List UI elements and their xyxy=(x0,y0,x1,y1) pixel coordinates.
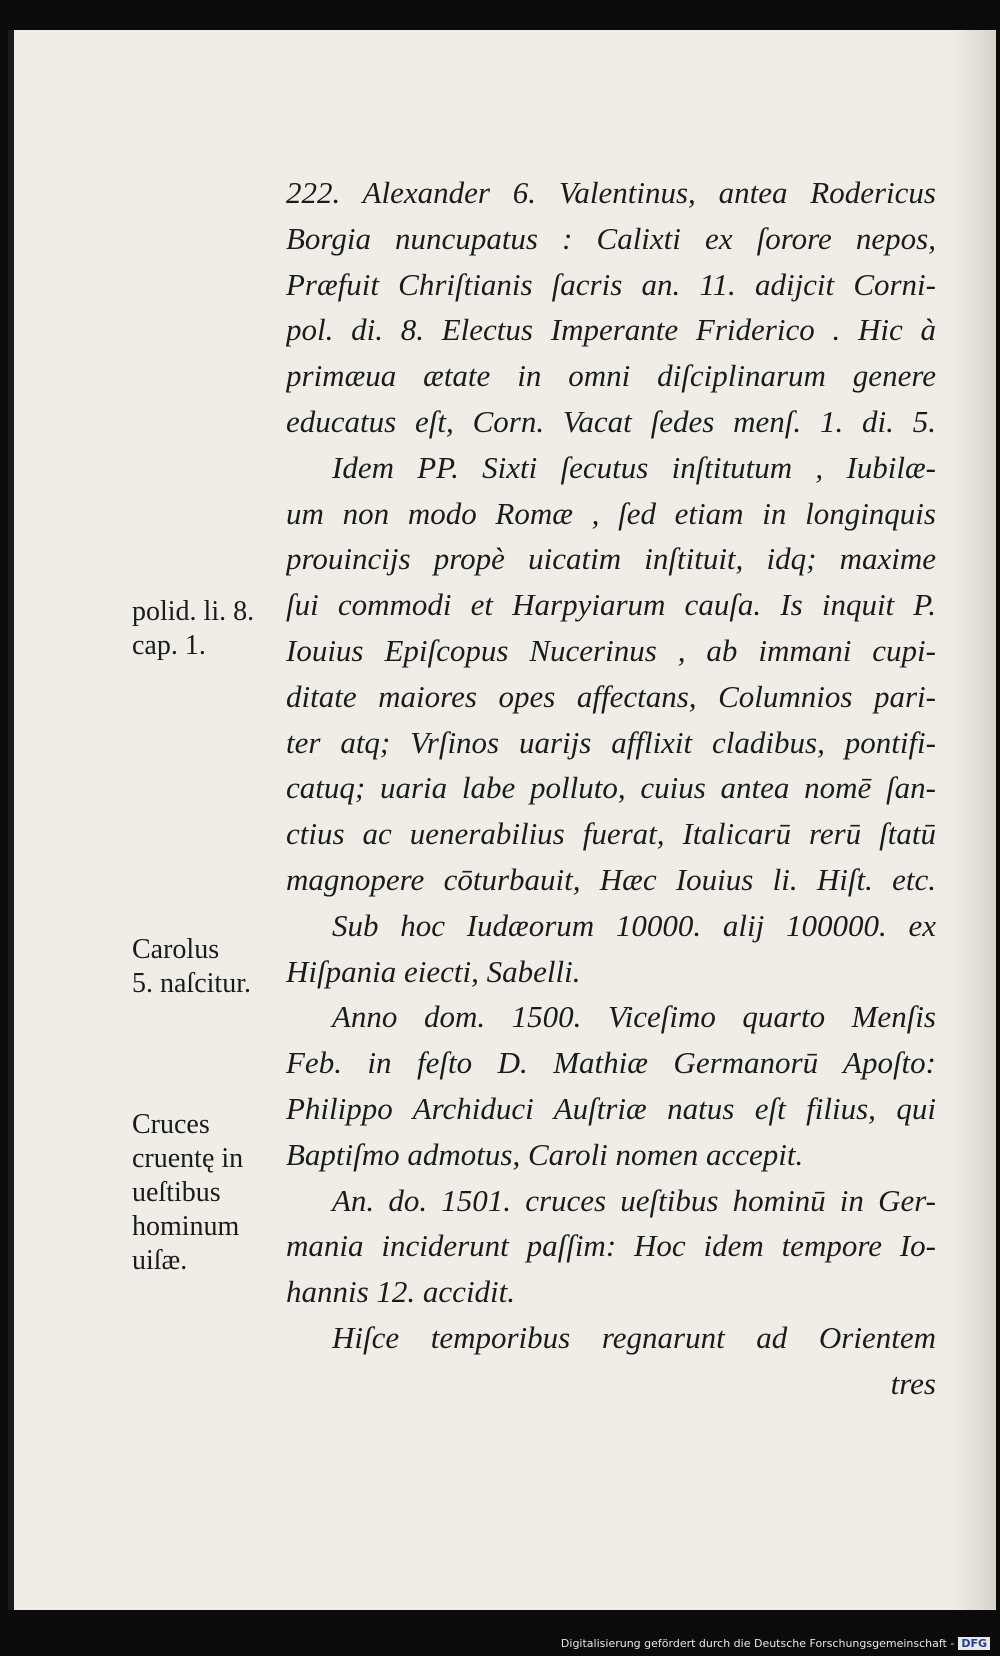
text-line: catuq; uaria labe polluto, cuius antea nomē ſan- xyxy=(286,770,936,806)
text-line: mania inciderunt paſſim: Hoc idem tempore Io- xyxy=(286,1228,936,1264)
margin-note-line: cap. 1. xyxy=(132,630,206,661)
text-line: magnopere cōturbauit, Hæc Iouius li. Hiſt. etc. xyxy=(286,861,936,897)
margin-note-polid xyxy=(132,595,254,663)
text-line: prouincijs propè uicatim inſtituit, idq; maxime xyxy=(286,541,936,577)
page-edge-shadow xyxy=(951,30,996,1610)
dfg-logo: DFG xyxy=(958,1637,990,1650)
margin-note-line: 5. naſcitur. xyxy=(132,968,251,999)
margin-note-line: ueſtibus xyxy=(132,1177,221,1208)
text-line: Idem PP. Sixti ſecutus inſtitutum , Iubilæ- xyxy=(332,449,936,485)
text-line: Feb. in feſto D. Mathiæ Germanorū Apoſto: xyxy=(286,1045,936,1081)
margin-note-line: hominum xyxy=(132,1211,240,1242)
text-line: Præfuit Chriſtianis ſacris an. 11. adijcit Corni- xyxy=(286,266,936,302)
text-line: um non modo Romæ , ſed etiam in longinquis xyxy=(286,495,936,531)
text-line: ſui commodi et Harpyiarum cauſa. Is inquit P. xyxy=(286,587,936,623)
text-line: An. do. 1501. cruces ueſtibus hominū in Ger- xyxy=(332,1182,936,1218)
margin-note-line: cruentę in xyxy=(132,1143,244,1174)
text-line: pol. di. 8. Electus Imperante Friderico . Hic à xyxy=(286,312,936,348)
text-line: Hiſce temporibus regnarunt ad Orientem xyxy=(332,1319,936,1355)
text-line: ter atq; Vrſinos uarijs afflixit cladibus, pontifi- xyxy=(286,724,936,760)
text-line: Baptiſmo admotus, Caroli nomen accepit. xyxy=(286,1136,804,1172)
text-line: educatus eſt, Corn. Vacat ſedes menſ. 1. di. 5. xyxy=(286,403,936,439)
margin-note-line: Cruces xyxy=(132,1109,210,1140)
margin-note-line: uiſæ. xyxy=(132,1245,188,1276)
footer-text: Digitalisierung gefördert durch die Deutsche Forschungsgemeinschaft - xyxy=(560,1637,955,1650)
text-line: ctius ac uenerabilius fuerat, Italicarū rerū ſtatū xyxy=(286,816,936,852)
text-line: ditate maiores opes affectans, Columnios pari- xyxy=(286,678,936,714)
text-line: Anno dom. 1500. Viceſimo quarto Menſis xyxy=(332,999,936,1035)
catchword: tres xyxy=(890,1365,936,1401)
main-text-block xyxy=(286,170,936,1407)
margin-note-line: polid. li. 8. xyxy=(132,596,255,627)
text-line: Sub hoc Iudæorum 10000. alij 100000. ex xyxy=(332,907,936,943)
text-line: Philippo Archiduci Auſtriæ natus eſt filius, qui xyxy=(286,1090,936,1126)
funding-footer xyxy=(561,1637,990,1650)
book-page xyxy=(8,30,996,1610)
text-line: Borgia nuncupatus : Calixti ex ſorore nepos, xyxy=(286,220,936,256)
margin-note-cruces xyxy=(132,1108,243,1278)
text-line: Iouius Epiſcopus Nucerinus , ab immani cupi- xyxy=(286,632,936,668)
text-line: 222. Alexander 6. Valentinus, antea Rodericus xyxy=(286,175,936,210)
text-line: Hiſpania eiecti, Sabelli. xyxy=(286,953,581,989)
text-line: primæua ætate in omni diſciplinarum genere xyxy=(286,358,936,394)
margin-note-line: Carolus xyxy=(132,934,220,965)
margin-note-carolus xyxy=(132,933,251,1001)
text-line: hannis 12. accidit. xyxy=(286,1274,516,1310)
